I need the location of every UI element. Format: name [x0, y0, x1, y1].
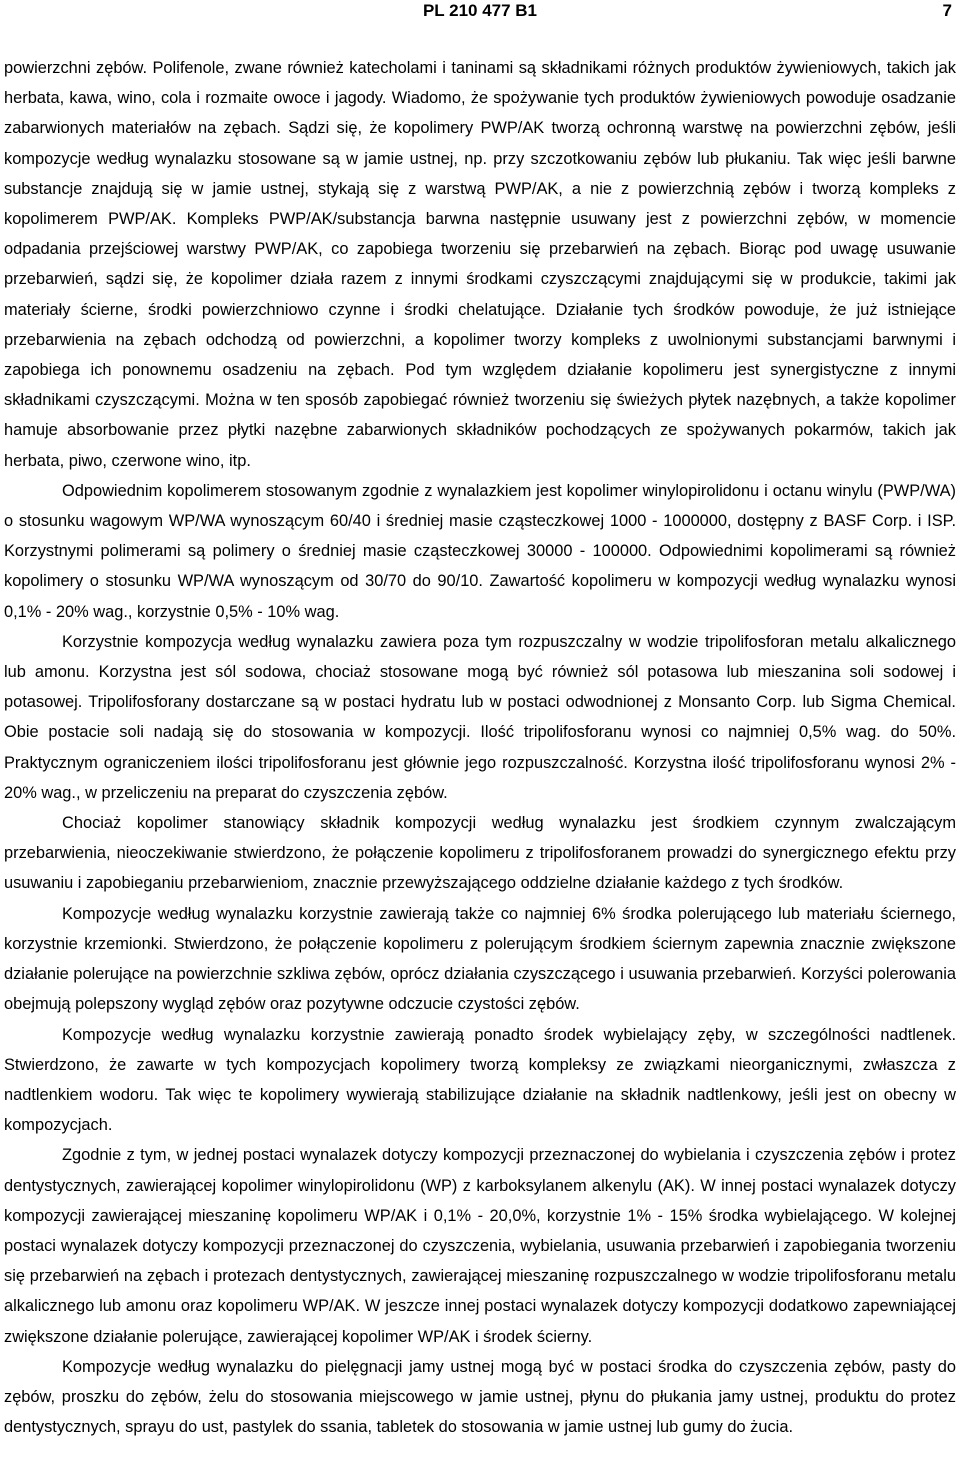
paragraph: Odpowiednim kopolimerem stosowanym zgodnie z wynalazkiem jest kopolimer winylopirolidonu i octanu winylu (PWP/WA) o stosunku wagowym WP/WA wynoszącym 60/40 i średniej masie cząsteczkowej 1000 - 1000000, dostępny z BASF Corp. i ISP. Korzystnymi polimerami są polimery o średniej masie cząsteczkowej 30000 - 100000. Odpowiednimi kopolimerami są również kopolimery o stosunku WP/WA wynoszącym od 30/70 do 90/10. Zawartość kopolimeru w kompozycji według wynalazku wynosi 0,1% - 20% wag., korzystnie 0,5% - 10% wag.: [4, 481, 956, 621]
paragraph: powierzchni zębów. Polifenole, zwane również katecholami i taninami są składnikami różnych produktów żywieniowych, takich jak herbata, kawa, wino, cola i rozmaite owoce i jagody. Wiadomo, że spożywanie tych produktów żywieniowych powoduje osadzanie zabarwionych materiałów na zębach. Sądzi się, że kopolimery PWP/AK tworzą ochronną warstwę na powierzchni zębów, jeśli kompozycje według wynalazku stosowane są w jamie ustnej, np. przy szczotkowaniu zębów lub płukaniu. Tak więc jeśli barwne substancje znajdują się w jamie ustnej, stykają się z warstwą PWP/AK, a nie z powierzchnią zębów i tworzą kompleks z kopolimerem PWP/AK. Kompleks PWP/AK/substancja barwna następnie usuwany jest z powierzchni zębów, w momencie odpadania przejściowej warstwy PWP/AK, co zapobiega tworzeniu się przebarwień na zębach. Biorąc pod uwagę usuwanie przebarwień, sądzi się, że kopolimer działa razem z innymi środkami czyszczącymi znajdującymi się w produkcie, takimi jak materiały ścierne, środki powierzchniowo czynne i środki chelatujące. Działanie tych środków powoduje, że już istniejące przebarwienia na zębach odchodzą od powierzchni, a kopolimer tworzy kompleks z uwolnionymi substancjami barwnymi i zapobiega ich ponownemu osadzeniu na zębach. Pod tym względem działanie kopolimeru jest synergistyczne z innymi składnikami czyszczącymi. Można w ten sposób zapobiegać również tworzeniu się świeżych płytek nazębnych, a także kopolimer hamuje absorbowanie przez płytki nazębne zabarwionych składników pochodzących ze spożywanych pokarmów, takich jak herbata, piwo, czerwone wino, itp.: [4, 59, 956, 470]
paragraph: Kompozycje według wynalazku korzystnie zawierają także co najmniej 6% środka polerującego lub materiału ściernego, korzystnie krzemionki. Stwierdzono, że połączenie kopolimeru z polerującym środkiem ściernym zapewnia znacznie zwiększone działanie polerujące na powierzchnie szkliwa zębów, oprócz działania czyszczącego i usuwania przebarwień. Korzyści polerowania obejmują polepszony wygląd zębów oraz pozytywne odczucie czystości zębów.: [4, 904, 956, 1014]
paragraph: Kompozycje według wynalazku korzystnie zawierają ponadto środek wybielający zęby, w szczególności nadtlenek. Stwierdzono, że zawarte w tych kompozycjach kopolimery tworzą kompleksy ze związkami nieorganicznymi, zwłaszcza z nadtlenkiem wodoru. Tak więc te kopolimery wywierają stabilizujące działanie na składnik nadtlenkowy, jeśli jest on obecny w kompozycjach.: [4, 1025, 956, 1135]
paragraph: Kompozycje według wynalazku do pielęgnacji jamy ustnej mogą być w postaci środka do czyszczenia zębów, pasty do zębów, proszku do zębów, żelu do stosowania miejscowego w jamie ustnej, płynu do płukania jamy ustnej, produktu do protez dentystycznych, sprayu do ust, pastylek do ssania, tabletek do stosowania w jamie ustnej lub gumy do żucia.: [4, 1357, 956, 1437]
patent-number: PL 210 477 B1: [422, 1, 538, 20]
body-text: [4, 53, 956, 1442]
page-number: 7: [942, 1, 952, 20]
paragraph: Zgodnie z tym, w jednej postaci wynalazek dotyczy kompozycji przeznaczonej do wybielania i czyszczenia zębów i protez dentystycznych, zawierającej kopolimer winylopirolidonu (WP) z karboksylanem alkenylu (AK). W innej postaci wynalazek dotyczy kompozycji zawierającej mieszaninę kopolimeru WP/AK i 0,1% - 20,0%, korzystnie 1% - 15% środka wybielającego. W kolejnej postaci wynalazek dotyczy kompozycji przeznaczonej do czyszczenia, wybielania, usuwania przebarwień i zapobiegania tworzeniu się przebarwień na zębach i protezach dentystycznych, zawierającej mieszaninę rozpuszczalnego w wodzie tripolifosforanu metalu alkalicznego lub amonu oraz kopolimeru WP/AK. W jeszcze innej postaci wynalazek dotyczy kompozycji dodatkowo zapewniającej zwiększone działanie polerujące, zawierającej kopolimer WP/AK i środek ścierny.: [4, 1146, 956, 1346]
paragraph: Korzystnie kompozycja według wynalazku zawiera poza tym rozpuszczalny w wodzie tripolifosforan metalu alkalicznego lub amonu. Korzystna jest sól sodowa, chociaż stosowane mogą być również sól potasowa lub mieszanina soli sodowej i potasowej. Tripolifosforany dostarczane są w postaci hydratu lub w postaci odwodnionej z Monsanto Corp. lub Sigma Chemical. Obie postacie soli nadają się do stosowania w kompozycji. Ilość tripolifosforanu wynosi co najmniej 0,5% wag. do 50%. Praktycznym ograniczeniem ilości tripolifosforanu jest głównie jego rozpuszczalność. Korzystna ilość tripolifosforanu wynosi 2% - 20% wag., w przeliczeniu na preparat do czyszczenia zębów.: [4, 632, 956, 802]
page-header: [0, 0, 960, 28]
paragraph: Chociaż kopolimer stanowiący składnik kompozycji według wynalazku jest środkiem czynnym zwalczającym przebarwienia, nieoczekiwanie stwierdzono, że połączenie kopolimeru z tripolifosforanem prowadzi do synergicznego efektu przy usuwaniu i zapobieganiu przebarwieniom, znacznie przewyższającego oddzielne działanie każdego z tych środków.: [4, 814, 956, 893]
